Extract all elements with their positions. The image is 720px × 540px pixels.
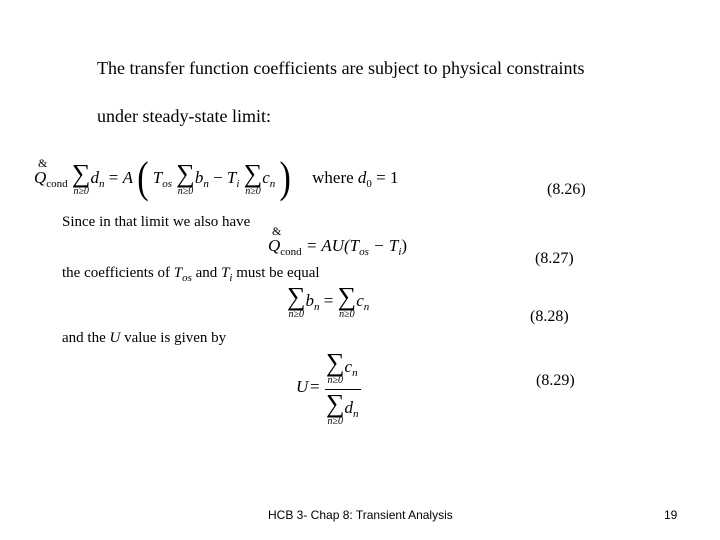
equation-number-8-29: (8.29) xyxy=(536,372,575,389)
equation-8-28: ∑ n≥0 $b_n$ = ∑ n≥0 $c_n$ xyxy=(287,282,370,320)
sum-d: ∑ n≥0 xyxy=(71,159,91,198)
q-dot-symbol: Q & xyxy=(34,168,46,187)
equation-8-26: Q $\&_{cond}$ ∑ n≥0 $d_n = A$ ( $T_{os}$ ∑ n≥0 $b_n - T_i$ ∑ n≥0 $c_n$ ) where $d_0 = 1$ xyxy=(34,160,399,198)
equation-8-29: U = ∑ n≥0 $c_n$ ∑ n≥0 $d_n$ xyxy=(296,350,376,430)
footer-title: HCB 3- Chap 8: Transient Analysis xyxy=(268,508,453,522)
body-line-3: and the U value is given by xyxy=(62,330,227,346)
fraction-denominator: ∑ n≥0 $d_n$ xyxy=(326,389,359,427)
equation-number-8-28: (8.28) xyxy=(530,308,569,325)
q-subscript: cond xyxy=(46,178,68,190)
intro-line-1: The transfer function coefficients are subject to physical constraints xyxy=(97,58,585,78)
equation-8-27: Q $\&_{cond} = AU(T_{os} - T_i)$ xyxy=(268,236,407,258)
equation-number-8-27: (8.27) xyxy=(535,250,574,267)
body-line-2: the coefficients of $T_{os}$ and $T_i$ must be equal xyxy=(62,265,320,284)
intro-line-2: under steady-state limit: xyxy=(97,106,271,126)
equation-number-8-26: (8.26) xyxy=(547,181,586,198)
body-line-1: Since in that limit we also have xyxy=(62,214,251,230)
sum-b: ∑ n≥0 xyxy=(176,159,195,198)
sum-c: ∑ n≥0 xyxy=(243,159,263,198)
fraction-numerator: ∑ n≥0 $c_n$ xyxy=(326,348,358,386)
page-number: 19 xyxy=(664,508,678,522)
